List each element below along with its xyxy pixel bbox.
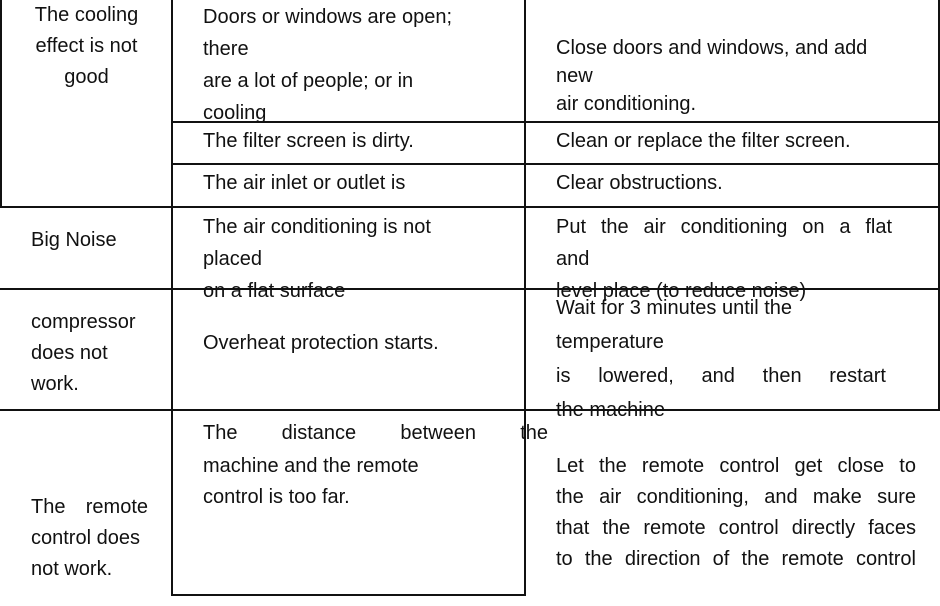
solution-cell: [556, 126, 936, 160]
cause-line: The air inlet or outlet is: [203, 172, 406, 194]
problem-cell: [31, 307, 167, 403]
solution-line: [556, 513, 916, 544]
solution-line: new: [556, 65, 593, 87]
solution-line: and: [556, 248, 590, 270]
solution-line: [556, 544, 916, 575]
problem-line: The cooling: [34, 4, 139, 26]
solution-line-text: Put the air conditioning on a flat: [556, 216, 892, 238]
cause-line: on a flat surface: [203, 280, 346, 302]
cause-cell: [203, 328, 521, 362]
solution-line-text: to the direction of the remote control: [556, 548, 916, 570]
problem-line: Big Noise: [31, 229, 117, 251]
solution-cell: [556, 168, 936, 204]
cause-cell: [203, 211, 521, 302]
solution-line: level place (to reduce noise): [556, 280, 807, 302]
problem-line: compressor: [31, 311, 136, 333]
solution-line: [556, 359, 886, 393]
solution-line: Clean or replace the filter screen.: [556, 130, 851, 152]
cause-line: Overheat protection starts.: [203, 332, 439, 354]
solution-line-text: the air conditioning, and make sure: [556, 486, 916, 508]
problem-line: not work.: [31, 558, 113, 580]
solution-line: Clear obstructions.: [556, 172, 723, 194]
solution-line: Wait for 3 minutes until the: [556, 297, 793, 319]
column-divider-problem: [171, 0, 173, 596]
solution-line: [556, 451, 916, 482]
cause-line: Doors or windows are open;: [203, 6, 453, 28]
solution-line-text: Let the remote control get close to: [556, 455, 916, 477]
cause-line: placed: [203, 248, 262, 270]
row-divider: [0, 206, 940, 208]
cause-line: control is too far.: [203, 486, 350, 508]
problem-line: work.: [31, 373, 79, 395]
cause-line: The filter screen is dirty.: [203, 130, 414, 152]
solution-cell: [556, 34, 936, 120]
row-divider: [171, 163, 940, 165]
problem-line: effect is not: [35, 35, 138, 57]
solution-line-text: is lowered, and then restart: [556, 365, 886, 387]
solution-cell: [556, 292, 886, 421]
solution-line: Close doors and windows, and add: [556, 37, 868, 59]
table-border-bottom: [171, 594, 526, 596]
solution-line: air conditioning.: [556, 93, 697, 115]
cause-line: there: [203, 38, 249, 60]
table-border-left: [0, 0, 2, 208]
problem-cell: [31, 492, 171, 588]
problem-line: control does: [31, 527, 140, 549]
cause-line: are a lot of people; or in: [203, 70, 414, 92]
cause-cell: [203, 416, 548, 512]
column-divider-cause: [524, 0, 526, 596]
cause-cell: [203, 126, 521, 160]
problem-line-text: The remote: [31, 496, 148, 518]
solution-line-text: that the remote control directly faces: [556, 517, 916, 539]
cause-cell: [203, 168, 521, 204]
problem-line: does not: [31, 342, 108, 364]
problem-line: [31, 492, 171, 523]
problem-line: good: [64, 66, 109, 88]
solution-cell: [556, 451, 916, 581]
solution-line: the machine: [556, 399, 665, 421]
solution-line: [556, 482, 916, 513]
solution-line: temperature: [556, 331, 664, 353]
problem-cell: [4, 0, 169, 120]
solution-cell: [556, 211, 892, 302]
cause-line: The air conditioning is not: [203, 216, 431, 238]
cause-line: cooling: [203, 102, 267, 124]
solution-line: [556, 211, 892, 243]
cause-line: machine and the remote: [203, 455, 419, 477]
cause-line: [203, 416, 548, 450]
cause-cell: [203, 1, 521, 124]
problem-cell: [31, 225, 167, 265]
cause-line-text: The distance between the: [203, 422, 548, 444]
